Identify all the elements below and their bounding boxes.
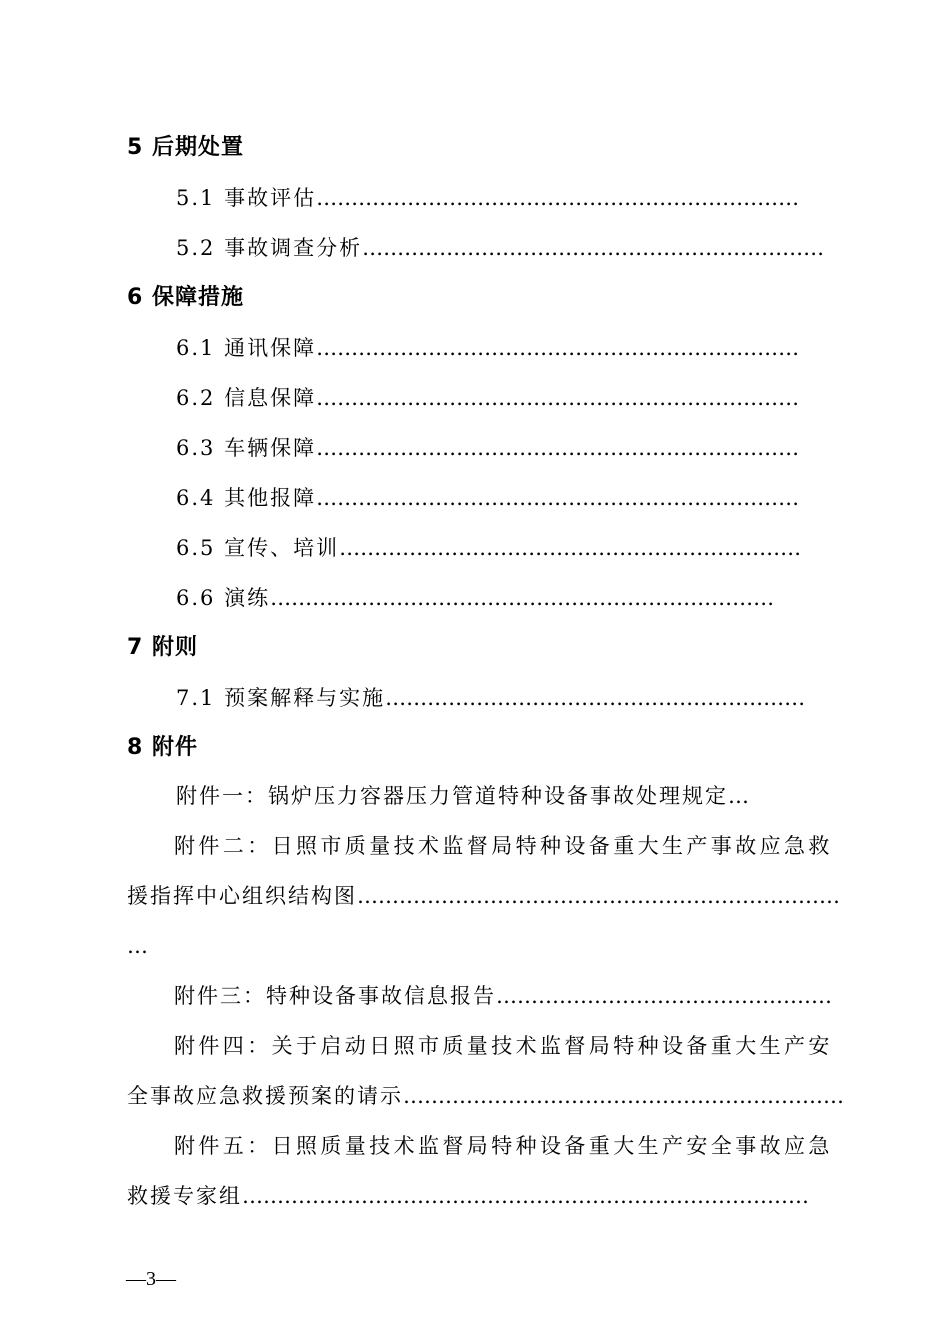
section-heading-8: 8 附件	[127, 735, 198, 760]
toc-entry-label: 6.3 车辆保障	[176, 436, 317, 460]
toc-entry-6-1[interactable]	[176, 334, 799, 362]
toc-entry-label: 6.5 宣传、培训	[176, 536, 340, 560]
toc-entry-label: 6.2 信息保障	[176, 386, 317, 410]
toc-entry-6-3[interactable]	[176, 434, 799, 462]
toc-entry-6-4[interactable]	[176, 484, 799, 512]
toc-leader-dots: ……………………………………………………………	[316, 186, 800, 210]
toc-entry-label: 救援专家组	[127, 1184, 242, 1208]
toc-entry-5-2[interactable]	[176, 234, 824, 262]
toc-leader-dots: …	[728, 784, 749, 808]
toc-entry-attachment-5-line-2[interactable]	[127, 1182, 809, 1210]
toc-leader-dots: …………………………………………………………	[362, 236, 825, 260]
toc-leader-dots: ………………………………………………………………	[270, 586, 775, 610]
toc-leader-dots: …………………………………………………………	[339, 536, 802, 560]
toc-entry-7-1[interactable]	[176, 684, 805, 712]
toc-entry-label: 全事故应急救援预案的请示	[127, 1084, 403, 1108]
toc-entry-attachment-1[interactable]	[176, 782, 749, 810]
toc-entry-6-6[interactable]	[176, 584, 774, 612]
toc-entry-label: 6.1 通讯保障	[176, 336, 317, 360]
toc-entry-label: 附件三：特种设备事故信息报告	[174, 984, 496, 1008]
toc-leader-dots: ……………………………………………………………	[357, 884, 840, 908]
toc-leader-dots: ……………………………………………………………	[316, 386, 800, 410]
section-heading-5: 5 后期处置	[127, 135, 244, 160]
toc-leader-dots: …………………………………………	[496, 984, 832, 1008]
toc-entry-label: 5.2 事故调查分析	[176, 236, 363, 260]
toc-entry-label: 6.6 演练	[176, 586, 271, 610]
toc-entry-label: 6.4 其他报障	[176, 486, 317, 510]
toc-leader-dots: ……………………………………………………………	[316, 486, 800, 510]
section-heading-6: 6 保障措施	[127, 285, 244, 310]
toc-entry-label: 援指挥中心组织结构图	[127, 884, 357, 908]
toc-entry-attachment-5-line-1[interactable]: 附件五：日照质量技术监督局特种设备重大生产安全事故应急	[174, 1134, 833, 1158]
toc-entry-6-5[interactable]	[176, 534, 801, 562]
toc-entry-label: 5.1 事故评估	[176, 186, 317, 210]
toc-entry-label: 附件一：锅炉压力容器压力管道特种设备事故处理规定	[176, 784, 728, 808]
toc-entry-attachment-2-line-2[interactable]	[127, 882, 840, 910]
toc-leader-dots: ………………………………………………………………………	[242, 1184, 809, 1208]
toc-leader-dots: ……………………………………………………………	[316, 436, 800, 460]
toc-leader-dots: ……………………………………………………	[385, 686, 806, 710]
toc-entry-label: 7.1 预案解释与实施	[176, 686, 386, 710]
toc-entry-attachment-4-line-1[interactable]: 附件四：关于启动日照市质量技术监督局特种设备重大生产安	[174, 1034, 833, 1058]
toc-entry-attachment-4-line-2[interactable]	[127, 1082, 844, 1110]
toc-entry-attachment-2-line-3: …	[127, 934, 150, 958]
toc-leader-dots: ………………………………………………………	[403, 1084, 844, 1108]
page-number: —3—	[126, 1268, 176, 1290]
toc-entry-attachment-2-line-1[interactable]: 附件二：日照市质量技术监督局特种设备重大生产事故应急救	[174, 834, 833, 858]
toc-leader-dots: ……………………………………………………………	[316, 336, 800, 360]
toc-entry-6-2[interactable]	[176, 384, 799, 412]
toc-entry-attachment-3[interactable]	[174, 982, 832, 1010]
toc-entry-5-1[interactable]	[176, 184, 799, 212]
section-heading-7: 7 附则	[127, 635, 198, 660]
